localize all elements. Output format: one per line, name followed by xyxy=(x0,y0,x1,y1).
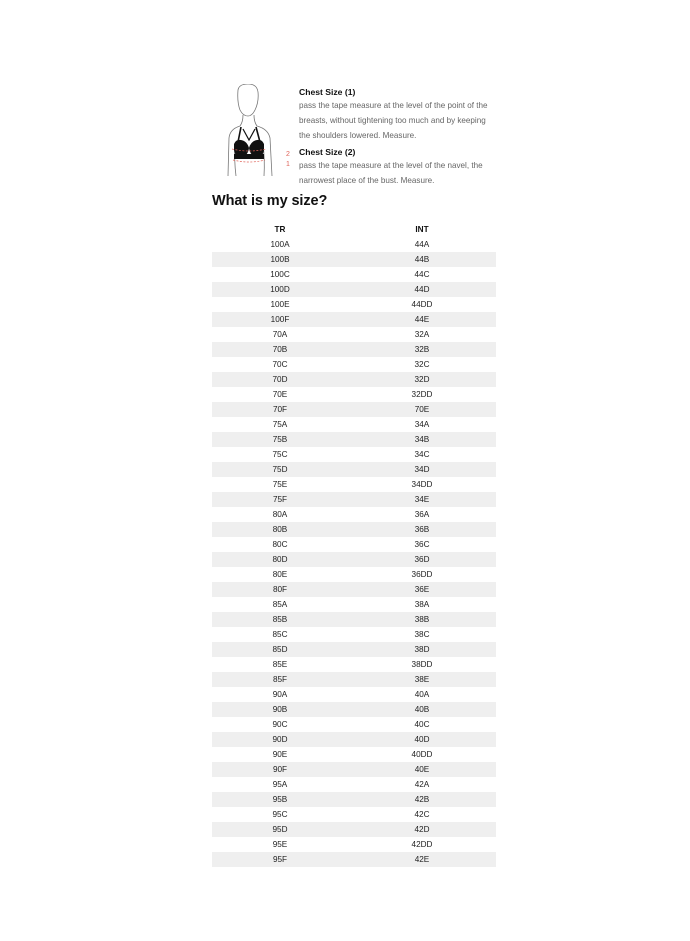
cell-int-size: 36B xyxy=(348,522,496,537)
cell-int-size: 34B xyxy=(348,432,496,447)
cell-tr-size: 75F xyxy=(212,492,348,507)
cell-int-size: 44DD xyxy=(411,300,433,309)
cell-tr-size: 70F xyxy=(212,402,348,417)
cell-tr-size: 70C xyxy=(272,360,288,369)
cell-tr-size: 85D xyxy=(212,642,348,657)
cell-int-size: 38D xyxy=(348,642,496,657)
cell-int-size: 40B xyxy=(348,702,496,717)
table-row xyxy=(212,417,496,432)
cell-int-size: 34DD xyxy=(411,480,433,489)
table-row xyxy=(212,582,496,597)
cell-int-size: 32B xyxy=(348,342,496,357)
table-row xyxy=(212,522,496,537)
measurement-instructions xyxy=(299,86,509,191)
cell-tr-size: 95D xyxy=(212,822,348,837)
table-row xyxy=(212,252,496,267)
cell-int-size: 42DD xyxy=(411,840,433,849)
table-row xyxy=(212,792,496,807)
cell-int-size: 34C xyxy=(414,450,430,459)
chest-size-1-title: Chest Size (1) xyxy=(299,87,356,97)
cell-tr-size: 100A xyxy=(270,240,290,249)
column-header-tr: TR xyxy=(274,225,286,234)
table-row xyxy=(212,237,496,252)
cell-tr-size: 90A xyxy=(272,690,288,699)
cell-tr-size: 85B xyxy=(212,612,348,627)
cell-int-size: 42A xyxy=(414,780,430,789)
chest-size-2-block xyxy=(299,146,509,188)
cell-tr-size: 100E xyxy=(270,300,290,309)
table-row xyxy=(212,282,496,297)
cell-int-size: 32A xyxy=(414,330,430,339)
cell-int-size: 32DD xyxy=(411,390,433,399)
table-row xyxy=(212,702,496,717)
cell-int-size: 38B xyxy=(348,612,496,627)
cell-tr-size: 95A xyxy=(272,780,288,789)
cell-tr-size: 100B xyxy=(212,252,348,267)
cell-int-size: 42E xyxy=(348,852,496,867)
size-chart-heading: What is my size? xyxy=(212,193,328,209)
table-row xyxy=(212,462,496,477)
table-row xyxy=(212,492,496,507)
cell-tr-size: 90C xyxy=(272,720,288,729)
cell-int-size: 38DD xyxy=(411,660,433,669)
cell-tr-size: 75C xyxy=(272,450,288,459)
cell-int-size: 40D xyxy=(348,732,496,747)
table-row xyxy=(212,612,496,627)
table-row xyxy=(212,552,496,567)
table-row xyxy=(212,597,496,612)
cell-int-size: 40A xyxy=(414,690,430,699)
chest-size-2-text: pass the tape measure at the level of the navel, the narrowest place of the bust. Measure. xyxy=(299,161,483,185)
cell-tr-size: 85C xyxy=(272,630,288,639)
torso-bra-icon xyxy=(224,84,294,180)
cell-tr-size: 80D xyxy=(212,552,348,567)
table-row xyxy=(212,732,496,747)
table-row xyxy=(212,687,496,702)
cell-tr-size: 90F xyxy=(212,762,348,777)
table-row xyxy=(212,312,496,327)
cell-int-size: 44E xyxy=(348,312,496,327)
measurement-figure-illustration xyxy=(224,84,294,180)
cell-int-size: 32D xyxy=(348,372,496,387)
cell-tr-size: 95C xyxy=(272,810,288,819)
table-row xyxy=(212,402,496,417)
cell-int-size: 42C xyxy=(414,810,430,819)
table-row xyxy=(212,372,496,387)
cell-tr-size: 95E xyxy=(272,840,288,849)
cell-tr-size: 95F xyxy=(212,852,348,867)
chest-size-1-text: pass the tape measure at the level of the point of the breasts, without tightening too much and by keeping the shoulders lowered. Measure. xyxy=(299,101,488,140)
cell-int-size: 38E xyxy=(348,672,496,687)
cell-int-size: 40C xyxy=(414,720,430,729)
table-row xyxy=(212,852,496,867)
cell-int-size: 34A xyxy=(414,420,430,429)
cell-tr-size: 80A xyxy=(272,510,288,519)
table-row xyxy=(212,537,496,552)
table-row xyxy=(212,627,496,642)
cell-tr-size: 70B xyxy=(212,342,348,357)
table-row xyxy=(212,477,496,492)
marker-lower-label: 1 xyxy=(286,161,290,168)
cell-int-size: 44B xyxy=(348,252,496,267)
table-row xyxy=(212,822,496,837)
cell-tr-size: 100C xyxy=(270,270,290,279)
cell-tr-size: 75E xyxy=(272,480,288,489)
table-row xyxy=(212,747,496,762)
cell-int-size: 70E xyxy=(348,402,496,417)
cell-tr-size: 90D xyxy=(212,732,348,747)
table-row xyxy=(212,267,496,282)
table-row xyxy=(212,432,496,447)
cell-tr-size: 100F xyxy=(212,312,348,327)
cell-tr-size: 90B xyxy=(212,702,348,717)
cell-int-size: 34E xyxy=(348,492,496,507)
table-row xyxy=(212,447,496,462)
cell-tr-size: 75B xyxy=(212,432,348,447)
cell-int-size: 36E xyxy=(348,582,496,597)
cell-int-size: 38A xyxy=(414,600,430,609)
table-row xyxy=(212,327,496,342)
cell-int-size: 42D xyxy=(348,822,496,837)
table-row xyxy=(212,807,496,822)
table-row xyxy=(212,837,496,852)
table-row xyxy=(212,507,496,522)
marker-upper-label: 2 xyxy=(286,151,290,158)
cell-int-size: 44A xyxy=(414,240,430,249)
cell-tr-size: 75A xyxy=(272,420,288,429)
cell-tr-size: 95B xyxy=(212,792,348,807)
cell-int-size: 36C xyxy=(414,540,430,549)
cell-tr-size: 100D xyxy=(212,282,348,297)
cell-int-size: 40DD xyxy=(411,750,433,759)
cell-int-size: 34D xyxy=(348,462,496,477)
cell-int-size: 32C xyxy=(414,360,430,369)
cell-int-size: 36DD xyxy=(411,570,433,579)
chest-size-2-title: Chest Size (2) xyxy=(299,147,356,157)
table-row xyxy=(212,342,496,357)
cell-int-size: 38C xyxy=(414,630,430,639)
cell-int-size: 36A xyxy=(414,510,430,519)
cell-tr-size: 80B xyxy=(212,522,348,537)
cell-int-size: 42B xyxy=(348,792,496,807)
table-row xyxy=(212,717,496,732)
cell-tr-size: 80F xyxy=(212,582,348,597)
table-row xyxy=(212,297,496,312)
table-row xyxy=(212,672,496,687)
cell-tr-size: 75D xyxy=(212,462,348,477)
size-conversion-table xyxy=(212,222,496,867)
cell-tr-size: 85A xyxy=(272,600,288,609)
chest-size-1-block xyxy=(299,86,509,143)
cell-tr-size: 90E xyxy=(272,750,288,759)
table-row xyxy=(212,642,496,657)
column-header-int: INT xyxy=(415,225,429,234)
cell-tr-size: 85E xyxy=(272,660,288,669)
cell-int-size: 44C xyxy=(414,270,430,279)
table-row xyxy=(212,567,496,582)
table-row xyxy=(212,762,496,777)
cell-int-size: 40E xyxy=(348,762,496,777)
cell-int-size: 44D xyxy=(348,282,496,297)
cell-int-size: 36D xyxy=(348,552,496,567)
cell-tr-size: 70E xyxy=(272,390,288,399)
cell-tr-size: 70A xyxy=(272,330,288,339)
table-row xyxy=(212,777,496,792)
table-row xyxy=(212,657,496,672)
cell-tr-size: 80C xyxy=(272,540,288,549)
table-header-row xyxy=(212,222,496,237)
table-row xyxy=(212,357,496,372)
cell-tr-size: 85F xyxy=(212,672,348,687)
cell-tr-size: 80E xyxy=(272,570,288,579)
table-row xyxy=(212,387,496,402)
cell-tr-size: 70D xyxy=(212,372,348,387)
